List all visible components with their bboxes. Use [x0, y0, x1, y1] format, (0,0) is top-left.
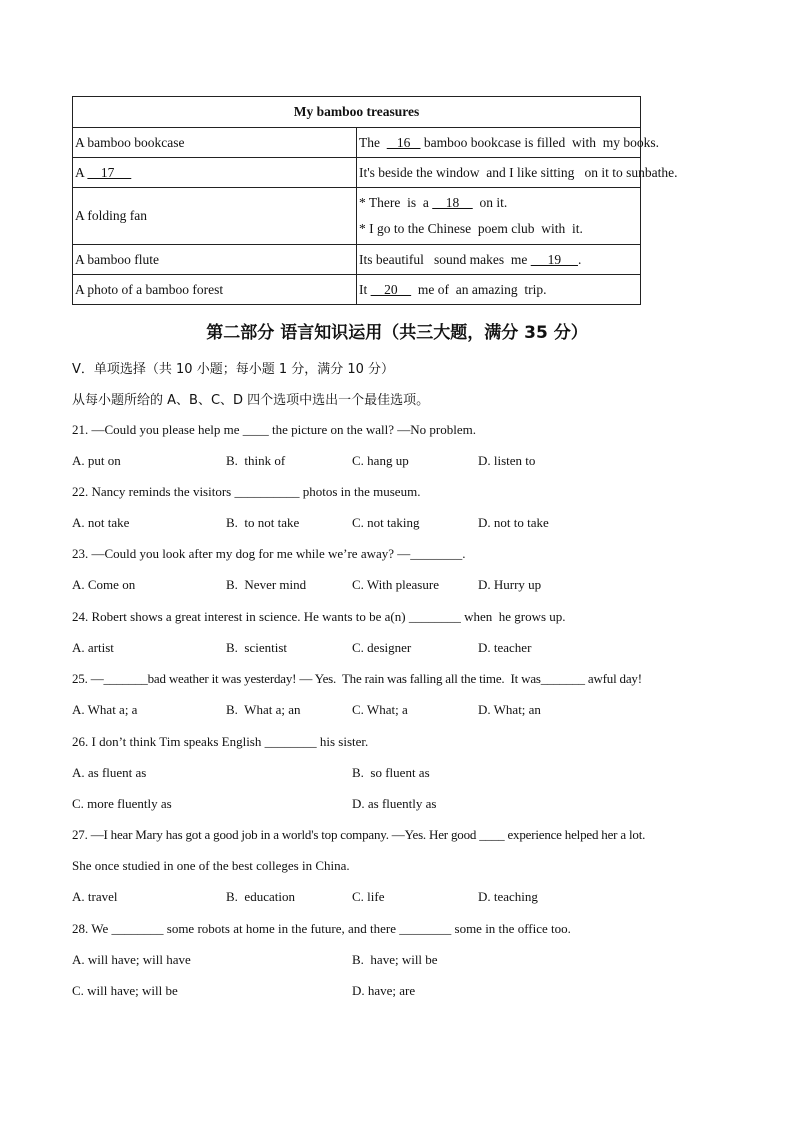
- option-b[interactable]: B. education: [226, 889, 295, 904]
- question-25: 25. —_______bad weather it was yesterday! — Yes. The rain was falling all the time. It was_______ awful day!: [72, 671, 642, 686]
- section-heading: 第二部分 语言知识运用（共三大题，满分 35 分）: [206, 323, 588, 343]
- option-d[interactable]: D. listen to: [478, 453, 536, 468]
- option-d[interactable]: D. not to take: [478, 515, 549, 530]
- option-b[interactable]: B. have; will be: [352, 952, 438, 967]
- desc-text: Its beautiful sound makes me: [359, 251, 531, 267]
- table-row: [73, 158, 641, 188]
- question-26: 26. I don’t think Tim speaks English ________ his sister.: [72, 734, 369, 749]
- option-b[interactable]: B. Never mind: [226, 577, 307, 592]
- blank-17: 17: [87, 164, 132, 180]
- desc-text: The: [359, 134, 387, 150]
- option-d[interactable]: D. Hurry up: [478, 577, 542, 592]
- table-cell-item: A bamboo bookcase: [73, 128, 357, 158]
- desc-text: on it.: [472, 195, 508, 210]
- option-a[interactable]: A. not take: [72, 515, 130, 530]
- blank-16: 16: [386, 134, 421, 150]
- option-a[interactable]: A. Come on: [72, 577, 136, 592]
- desc-text: bamboo bookcase is filled with my books.: [420, 134, 659, 150]
- table-cell-desc: [357, 188, 641, 245]
- option-c[interactable]: C. hang up: [352, 453, 409, 468]
- table-cell-desc: [357, 245, 641, 275]
- blank-20: 20: [370, 281, 412, 297]
- option-c[interactable]: C. more fluently as: [72, 796, 172, 811]
- option-b[interactable]: B. scientist: [226, 640, 288, 655]
- option-a[interactable]: A. will have; will have: [72, 952, 191, 967]
- desc-text: * There is a: [359, 195, 433, 210]
- option-d[interactable]: D. have; are: [352, 983, 416, 998]
- question-27-line-2: She once studied in one of the best colleges in China.: [72, 858, 350, 873]
- option-d[interactable]: D. What; an: [478, 702, 541, 717]
- option-a[interactable]: A. put on: [72, 453, 121, 468]
- table-row: [73, 275, 641, 305]
- desc-text: me of an amazing trip.: [411, 281, 547, 297]
- desc-text: .: [577, 251, 582, 267]
- desc-line-2: * I go to the Chinese poem club with it.: [359, 221, 583, 236]
- table-cell-desc: It's beside the window and I like sitting on it to sunbathe.: [357, 158, 641, 188]
- question-22: 22. Nancy reminds the visitors __________ photos in the museum.: [72, 484, 421, 499]
- instruction: 从每小题所给的 A、B、C、D 四个选项中选出一个最佳选项。: [72, 393, 430, 408]
- table-cell-item: [73, 158, 357, 188]
- option-c[interactable]: C. will have; will be: [72, 983, 178, 998]
- table-cell-item: A photo of a bamboo forest: [73, 275, 357, 305]
- option-c[interactable]: C. What; a: [352, 702, 408, 717]
- option-c[interactable]: C. designer: [352, 640, 412, 655]
- option-d[interactable]: D. as fluently as: [352, 796, 437, 811]
- question-21: 21. —Could you please help me ____ the picture on the wall? —No problem.: [72, 422, 476, 437]
- question-27: 27. —I hear Mary has got a good job in a world's top company. —Yes. Her good ____ experience helped her a lot.: [72, 827, 646, 842]
- desc-line-1: [359, 190, 638, 216]
- option-b[interactable]: B. What a; an: [226, 702, 301, 717]
- option-c[interactable]: C. With pleasure: [352, 577, 439, 592]
- option-a[interactable]: A. artist: [72, 640, 114, 655]
- option-a[interactable]: A. as fluent as: [72, 765, 147, 780]
- item-text: A: [75, 164, 88, 180]
- table-title: My bamboo treasures: [73, 97, 641, 128]
- option-d[interactable]: D. teaching: [478, 889, 538, 904]
- desc-text: It: [359, 281, 371, 297]
- option-d[interactable]: D. teacher: [478, 640, 532, 655]
- option-c[interactable]: C. not taking: [352, 515, 420, 530]
- table-row: [73, 188, 641, 245]
- table-row: [73, 128, 641, 158]
- table-cell-item: A bamboo flute: [73, 245, 357, 275]
- table-cell-item: A folding fan: [73, 188, 357, 245]
- table-cell-desc: [357, 275, 641, 305]
- blank-18: 18: [432, 195, 473, 210]
- part-heading: Ⅴ．单项选择（共 10 小题；每小题 1 分，满分 10 分）: [72, 362, 395, 377]
- option-b[interactable]: B. think of: [226, 453, 286, 468]
- option-b[interactable]: B. so fluent as: [352, 765, 430, 780]
- option-a[interactable]: A. What a; a: [72, 702, 138, 717]
- table-cell-desc: [357, 128, 659, 158]
- bamboo-treasures-table: [72, 96, 678, 305]
- option-b[interactable]: B. to not take: [226, 515, 300, 530]
- question-24: 24. Robert shows a great interest in science. He wants to be a(n) ________ when he grows up.: [72, 609, 566, 624]
- question-28: 28. We ________ some robots at home in the future, and there ________ some in the office too.: [72, 921, 571, 936]
- option-c[interactable]: C. life: [352, 889, 385, 904]
- blank-19: 19: [530, 251, 578, 267]
- table-row: [73, 245, 641, 275]
- question-23: 23. —Could you look after my dog for me while we’re away? —________.: [72, 546, 466, 561]
- option-a[interactable]: A. travel: [72, 889, 118, 904]
